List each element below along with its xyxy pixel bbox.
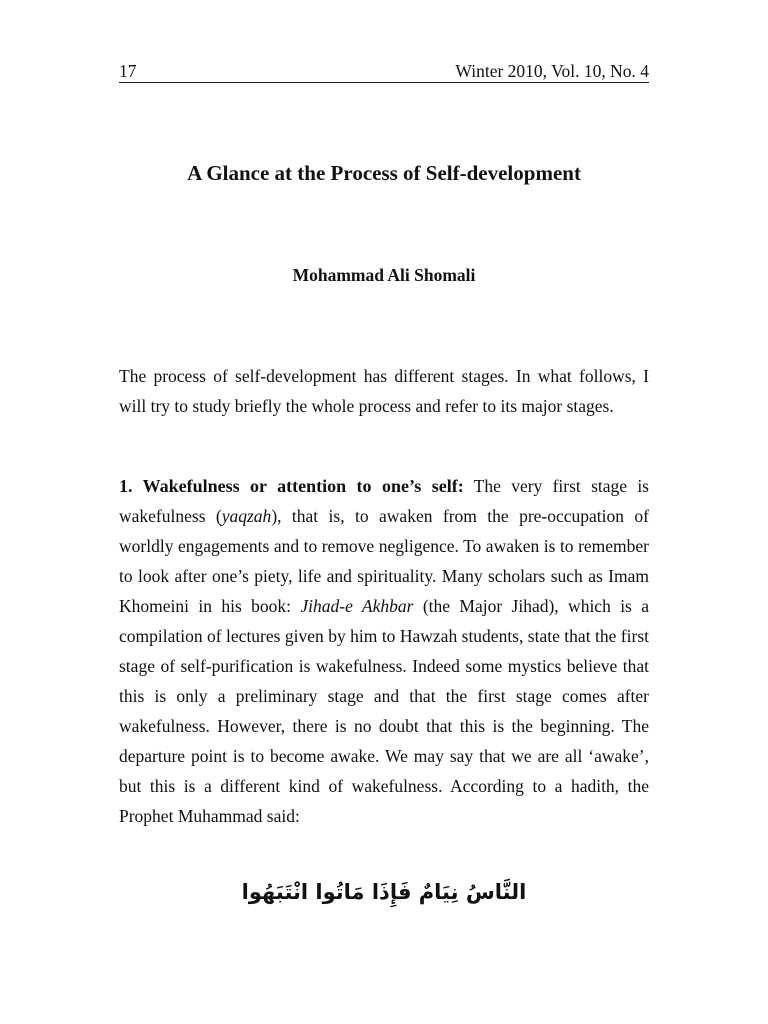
journal-issue: Winter 2010, Vol. 10, No. 4 xyxy=(455,61,649,81)
page-number: 17 xyxy=(119,61,137,81)
author-name: Mohammad Ali Shomali xyxy=(292,265,476,285)
paragraph-text: The very first stage is wakefulness ( xyxy=(119,476,649,526)
paragraph-text: (the Major Jihad), which is a compilation of lectures given by him to Hawzah students, state that the first stage of self-purification is wakefulness. Indeed some mystics believe that this is only a preliminary stage and that the first stage comes after wakefulness. However, there is no doubt that this is the beginning. The departure point is to become awake. We may say that we are all ‘awake’, but this is a different kind of wakefulness. According to a hadith, the Prophet Muhammad said: xyxy=(119,596,650,826)
section-heading: 1. Wakefulness or attention to one’s self: xyxy=(119,476,464,496)
paragraph-text: ), that is, to awaken from the pre-occupation of worldly engagements and to remove negligence. To awaken is to remember to look after one’s piety, life and spirituality. Many scholars such as Imam Khomeini in his book: xyxy=(119,506,650,616)
article-title: A Glance at the Process of Self-development xyxy=(187,161,581,185)
term-yaqzah: yaqzah xyxy=(221,506,272,526)
hadith-arabic-quote: النَّاسُ نِيَامٌ فَإِذَا مَاتُوا انْتَبَهُوا xyxy=(241,880,527,904)
intro-paragraph: The process of self-development has different stages. In what follows, I will try to study briefly the whole process and refer to its major stages. xyxy=(119,366,649,416)
running-header xyxy=(119,60,649,83)
book-title: Jihad-e Akhbar xyxy=(300,596,414,616)
section-wakefulness-paragraph xyxy=(119,471,649,831)
document-page xyxy=(119,0,649,1024)
